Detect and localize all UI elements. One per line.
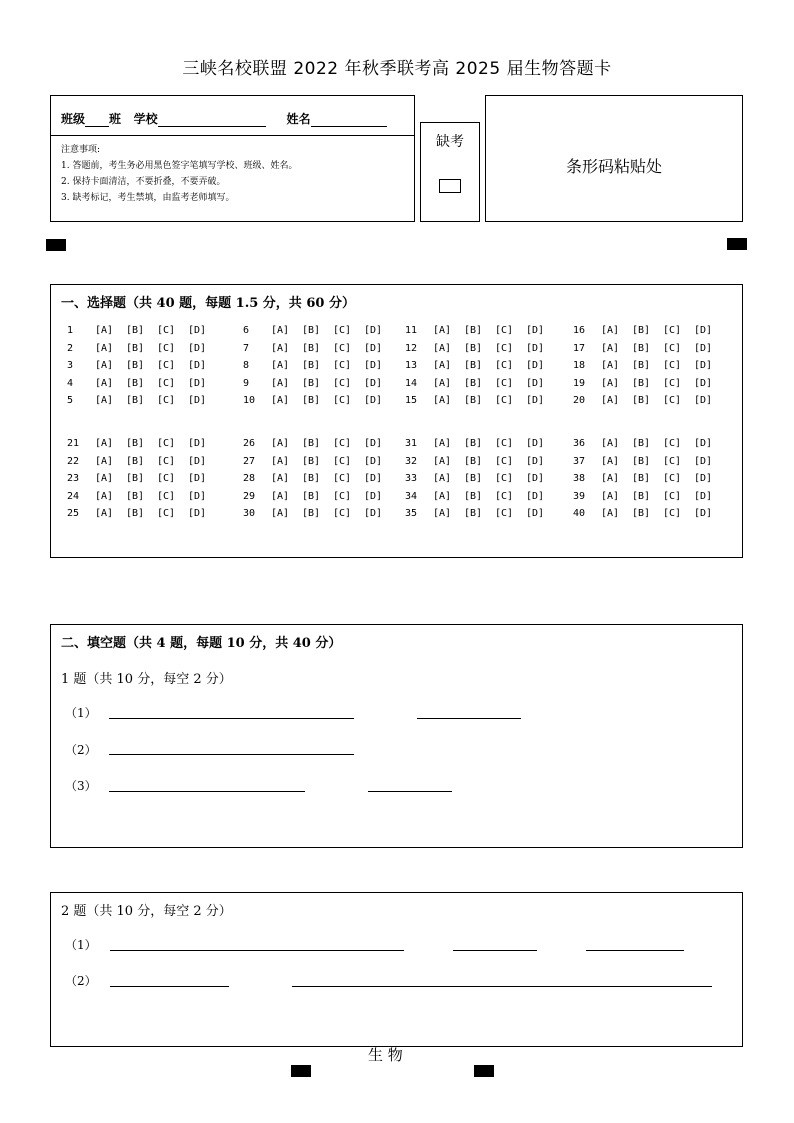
answer-bubble-b[interactable]: [B]: [302, 490, 321, 502]
question-number: 18: [573, 360, 586, 371]
answer-blank[interactable]: [110, 986, 229, 987]
answer-bubble-b[interactable]: [B]: [302, 342, 321, 354]
choice-question-row: [243, 325, 395, 336]
answer-bubble-d[interactable]: [D]: [188, 490, 207, 502]
answer-bubble-b[interactable]: [B]: [464, 455, 483, 467]
answer-bubble-a[interactable]: [A]: [95, 360, 114, 371]
answer-bubble-d[interactable]: [D]: [694, 438, 713, 449]
answer-bubble-d[interactable]: [D]: [364, 377, 383, 389]
answer-bubble-a[interactable]: [A]: [433, 377, 452, 389]
answer-bubble-b[interactable]: [B]: [126, 455, 145, 467]
answer-bubble-b[interactable]: [B]: [464, 342, 483, 354]
answer-bubble-a[interactable]: [A]: [433, 360, 452, 371]
school-field[interactable]: [158, 113, 266, 127]
answer-bubble-c[interactable]: [C]: [663, 395, 682, 406]
answer-bubble-a[interactable]: [A]: [433, 473, 452, 484]
barcode-box: [485, 95, 743, 222]
answer-bubble-c[interactable]: [C]: [663, 377, 682, 389]
answer-bubble-a[interactable]: [A]: [271, 473, 290, 484]
question-number: 13: [405, 360, 418, 371]
answer-bubble-c[interactable]: [C]: [495, 490, 514, 502]
fill-q2-item-label: （2）: [65, 974, 97, 988]
answer-bubble-d[interactable]: [D]: [364, 395, 383, 406]
fill-section-1: [50, 624, 743, 848]
choice-question-row: [405, 456, 557, 467]
answer-bubble-c[interactable]: [C]: [495, 455, 514, 467]
choice-question-row: [67, 360, 219, 371]
answer-bubble-c[interactable]: [C]: [495, 377, 514, 389]
answer-bubble-d[interactable]: [D]: [694, 395, 713, 406]
answer-bubble-b[interactable]: [B]: [632, 490, 651, 502]
answer-bubble-b[interactable]: [B]: [126, 395, 145, 406]
fill-q1-title: 1 题（共 10 分，每空 2 分）: [61, 672, 232, 687]
fill-q2-title: 2 题（共 10 分，每空 2 分）: [61, 904, 232, 919]
choice-question-row: [573, 508, 725, 519]
answer-bubble-b[interactable]: [B]: [302, 473, 321, 484]
answer-bubble-a[interactable]: [A]: [271, 377, 290, 389]
choice-question-row: [67, 456, 219, 467]
answer-bubble-d[interactable]: [D]: [188, 342, 207, 354]
question-number: 28: [243, 473, 256, 484]
choice-question-row: [405, 395, 557, 406]
name-field[interactable]: [311, 113, 387, 127]
answer-bubble-d[interactable]: [D]: [364, 455, 383, 467]
question-number: 39: [573, 490, 586, 502]
question-number: 16: [573, 325, 586, 336]
choice-question-row: [67, 508, 219, 519]
answer-bubble-c[interactable]: [C]: [333, 473, 352, 484]
choice-question-row: [405, 378, 557, 389]
answer-bubble-b[interactable]: [B]: [464, 473, 483, 484]
answer-bubble-d[interactable]: [D]: [526, 438, 545, 449]
answer-bubble-a[interactable]: [A]: [95, 490, 114, 502]
question-number: 31: [405, 438, 418, 449]
choice-question-row: [405, 438, 557, 449]
choice-question-row: [67, 395, 219, 406]
answer-blank[interactable]: [417, 718, 521, 719]
question-number: 7: [243, 342, 250, 354]
choice-question-row: [243, 508, 395, 519]
answer-bubble-b[interactable]: [B]: [632, 455, 651, 467]
answer-bubble-d[interactable]: [D]: [526, 395, 545, 406]
fill-title: 二、填空题（共 4 题，每题 10 分，共 40 分）: [61, 636, 342, 651]
choice-title: 一、选择题（共 40 题，每题 1.5 分，共 60 分）: [61, 296, 355, 311]
answer-bubble-d[interactable]: [D]: [364, 325, 383, 336]
fill-q1-item-label: （1）: [65, 706, 97, 720]
answer-bubble-c[interactable]: [C]: [663, 490, 682, 502]
answer-bubble-d[interactable]: [D]: [364, 473, 383, 484]
answer-bubble-d[interactable]: [D]: [188, 377, 207, 389]
answer-blank[interactable]: [453, 950, 537, 951]
answer-bubble-c[interactable]: [C]: [495, 395, 514, 406]
answer-bubble-d[interactable]: [D]: [364, 490, 383, 502]
answer-bubble-a[interactable]: [A]: [95, 377, 114, 389]
choice-question-row: [67, 438, 219, 449]
answer-bubble-a[interactable]: [A]: [95, 325, 114, 336]
answer-bubble-d[interactable]: [D]: [526, 490, 545, 502]
fill-q1-item-label: （2）: [65, 743, 97, 757]
choice-question-row: [573, 360, 725, 371]
question-number: 22: [67, 455, 80, 467]
choice-question-row: [243, 360, 395, 371]
question-number: 10: [243, 395, 256, 406]
answer-bubble-c[interactable]: [C]: [663, 325, 682, 336]
answer-bubble-d[interactable]: [D]: [526, 508, 545, 519]
answer-bubble-d[interactable]: [D]: [526, 325, 545, 336]
answer-bubble-a[interactable]: [A]: [601, 360, 620, 371]
absent-checkbox[interactable]: [439, 179, 461, 193]
question-number: 2: [67, 342, 74, 354]
absent-label: 缺考: [436, 134, 464, 150]
choice-question-row: [573, 473, 725, 484]
page-title: 三峡名校联盟 2022 年秋季联考高 2025 届生物答题卡: [182, 59, 612, 79]
choice-question-row: [67, 325, 219, 336]
student-info-line: [61, 110, 411, 127]
question-number: 29: [243, 490, 256, 502]
answer-bubble-c[interactable]: [C]: [495, 508, 514, 519]
question-number: 36: [573, 438, 586, 449]
answer-bubble-c[interactable]: [C]: [495, 342, 514, 354]
answer-blank[interactable]: [368, 791, 452, 792]
choice-question-row: [243, 473, 395, 484]
answer-bubble-b[interactable]: [B]: [302, 508, 321, 519]
answer-blank[interactable]: [586, 950, 684, 951]
question-number: 6: [243, 325, 250, 336]
answer-bubble-c[interactable]: [C]: [495, 325, 514, 336]
answer-bubble-c[interactable]: [C]: [157, 377, 176, 389]
answer-bubble-c[interactable]: [C]: [333, 490, 352, 502]
answer-bubble-a[interactable]: [A]: [271, 342, 290, 354]
notes-block: [61, 142, 411, 206]
answer-bubble-c[interactable]: [C]: [663, 360, 682, 371]
answer-bubble-b[interactable]: [B]: [126, 508, 145, 519]
answer-bubble-b[interactable]: [B]: [632, 377, 651, 389]
question-number: 23: [67, 473, 80, 484]
choice-question-row: [573, 378, 725, 389]
answer-bubble-d[interactable]: [D]: [188, 438, 207, 449]
answer-bubble-b[interactable]: [B]: [302, 360, 321, 371]
school-label: 学校: [133, 112, 158, 126]
answer-bubble-a[interactable]: [A]: [601, 490, 620, 502]
question-number: 15: [405, 395, 418, 406]
answer-bubble-a[interactable]: [A]: [271, 438, 290, 449]
choice-question-row: [405, 343, 557, 354]
question-number: 40: [573, 508, 586, 519]
answer-bubble-d[interactable]: [D]: [188, 360, 207, 371]
answer-bubble-c[interactable]: [C]: [157, 473, 176, 484]
note-item: 1. 答题前，考生务必用黑色签字笔填写学校、班级、姓名。: [61, 161, 298, 171]
answer-bubble-c[interactable]: [C]: [333, 508, 352, 519]
answer-bubble-c[interactable]: [C]: [157, 360, 176, 371]
question-number: 21: [67, 438, 80, 449]
answer-bubble-a[interactable]: [A]: [433, 490, 452, 502]
choice-question-row: [405, 508, 557, 519]
answer-bubble-a[interactable]: [A]: [601, 342, 620, 354]
question-number: 8: [243, 360, 250, 371]
choice-question-row: [243, 378, 395, 389]
answer-bubble-c[interactable]: [C]: [157, 325, 176, 336]
answer-bubble-d[interactable]: [D]: [364, 438, 383, 449]
answer-bubble-b[interactable]: [B]: [632, 438, 651, 449]
answer-bubble-d[interactable]: [D]: [694, 455, 713, 467]
answer-bubble-b[interactable]: [B]: [126, 438, 145, 449]
answer-bubble-a[interactable]: [A]: [271, 395, 290, 406]
answer-bubble-b[interactable]: [B]: [464, 325, 483, 336]
answer-bubble-b[interactable]: [B]: [302, 395, 321, 406]
question-number: 35: [405, 508, 418, 519]
answer-bubble-d[interactable]: [D]: [694, 377, 713, 389]
choice-question-row: [243, 395, 395, 406]
choice-question-row: [405, 325, 557, 336]
choice-question-row: [67, 473, 219, 484]
answer-bubble-a[interactable]: [A]: [601, 455, 620, 467]
answer-bubble-d[interactable]: [D]: [364, 508, 383, 519]
answer-bubble-c[interactable]: [C]: [157, 342, 176, 354]
question-number: 12: [405, 342, 418, 354]
answer-bubble-a[interactable]: [A]: [95, 455, 114, 467]
answer-bubble-b[interactable]: [B]: [632, 342, 651, 354]
answer-bubble-b[interactable]: [B]: [126, 325, 145, 336]
answer-bubble-c[interactable]: [C]: [663, 473, 682, 484]
answer-bubble-b[interactable]: [B]: [464, 395, 483, 406]
position-marker: [291, 1065, 311, 1077]
answer-bubble-c[interactable]: [C]: [495, 438, 514, 449]
name-label: 姓名: [286, 112, 311, 126]
answer-bubble-c[interactable]: [C]: [333, 377, 352, 389]
answer-bubble-d[interactable]: [D]: [188, 508, 207, 519]
question-number: 14: [405, 377, 418, 389]
answer-bubble-d[interactable]: [D]: [188, 325, 207, 336]
question-number: 34: [405, 490, 418, 502]
question-number: 9: [243, 377, 250, 389]
answer-bubble-d[interactable]: [D]: [188, 395, 207, 406]
answer-bubble-a[interactable]: [A]: [95, 438, 114, 449]
choice-question-row: [243, 438, 395, 449]
answer-bubble-c[interactable]: [C]: [663, 342, 682, 354]
question-number: 11: [405, 325, 418, 336]
fill-q2-item-label: （1）: [65, 938, 97, 952]
barcode-label: 条形码粘贴处: [565, 157, 662, 176]
choice-question-row: [573, 325, 725, 336]
answer-bubble-a[interactable]: [A]: [601, 377, 620, 389]
choice-question-row: [243, 343, 395, 354]
answer-bubble-c[interactable]: [C]: [663, 455, 682, 467]
choice-question-row: [67, 343, 219, 354]
answer-bubble-b[interactable]: [B]: [126, 473, 145, 484]
question-number: 37: [573, 455, 586, 467]
student-info-box: [50, 95, 415, 222]
answer-bubble-c[interactable]: [C]: [157, 490, 176, 502]
answer-bubble-b[interactable]: [B]: [464, 360, 483, 371]
question-number: 4: [67, 377, 74, 389]
answer-bubble-c[interactable]: [C]: [333, 438, 352, 449]
question-number: 19: [573, 377, 586, 389]
answer-bubble-c[interactable]: [C]: [663, 438, 682, 449]
choice-question-row: [573, 491, 725, 502]
answer-bubble-d[interactable]: [D]: [364, 360, 383, 371]
choice-section: [50, 284, 743, 558]
info-divider: [51, 135, 414, 136]
answer-bubble-c[interactable]: [C]: [495, 473, 514, 484]
question-number: 5: [67, 395, 74, 406]
choice-question-row: [405, 491, 557, 502]
answer-bubble-c[interactable]: [C]: [157, 455, 176, 467]
answer-bubble-a[interactable]: [A]: [601, 438, 620, 449]
answer-bubble-b[interactable]: [B]: [126, 360, 145, 371]
answer-bubble-a[interactable]: [A]: [601, 325, 620, 336]
answer-bubble-b[interactable]: [B]: [126, 490, 145, 502]
answer-bubble-a[interactable]: [A]: [601, 395, 620, 406]
question-number: 38: [573, 473, 586, 484]
answer-bubble-c[interactable]: [C]: [663, 508, 682, 519]
answer-bubble-d[interactable]: [D]: [364, 342, 383, 354]
answer-bubble-c[interactable]: [C]: [157, 395, 176, 406]
answer-blank[interactable]: [292, 986, 712, 987]
answer-bubble-d[interactable]: [D]: [694, 508, 713, 519]
choice-question-row: [405, 360, 557, 371]
position-marker: [46, 239, 66, 251]
choice-question-row: [573, 395, 725, 406]
answer-bubble-c[interactable]: [C]: [157, 508, 176, 519]
answer-bubble-b[interactable]: [B]: [464, 377, 483, 389]
answer-bubble-a[interactable]: [A]: [271, 360, 290, 371]
question-number: 32: [405, 455, 418, 467]
answer-bubble-a[interactable]: [A]: [433, 508, 452, 519]
answer-bubble-b[interactable]: [B]: [632, 360, 651, 371]
question-number: 1: [67, 325, 74, 336]
answer-blank[interactable]: [109, 791, 305, 792]
question-number: 30: [243, 508, 256, 519]
question-number: 25: [67, 508, 80, 519]
answer-bubble-c[interactable]: [C]: [333, 360, 352, 371]
answer-bubble-b[interactable]: [B]: [302, 455, 321, 467]
answer-bubble-d[interactable]: [D]: [526, 377, 545, 389]
answer-bubble-a[interactable]: [A]: [433, 455, 452, 467]
answer-bubble-b[interactable]: [B]: [302, 438, 321, 449]
question-number: 26: [243, 438, 256, 449]
choice-question-row: [573, 456, 725, 467]
answer-bubble-d[interactable]: [D]: [526, 360, 545, 371]
answer-bubble-b[interactable]: [B]: [464, 508, 483, 519]
question-number: 3: [67, 360, 74, 371]
answer-bubble-a[interactable]: [A]: [95, 473, 114, 484]
choice-question-row: [573, 438, 725, 449]
answer-bubble-a[interactable]: [A]: [95, 395, 114, 406]
answer-bubble-d[interactable]: [D]: [694, 490, 713, 502]
answer-bubble-b[interactable]: [B]: [632, 325, 651, 336]
choice-question-row: [573, 343, 725, 354]
answer-bubble-a[interactable]: [A]: [601, 473, 620, 484]
question-number: 17: [573, 342, 586, 354]
choice-question-row: [243, 456, 395, 467]
choice-question-row: [67, 491, 219, 502]
answer-bubble-b[interactable]: [B]: [464, 438, 483, 449]
note-item: 2. 保持卡面清洁，不要折叠，不要弄破。: [61, 177, 226, 187]
answer-bubble-c[interactable]: [C]: [157, 438, 176, 449]
notes-title: 注意事项:: [61, 145, 101, 155]
class-suffix: 班: [109, 112, 122, 126]
answer-bubble-c[interactable]: [C]: [333, 395, 352, 406]
answer-bubble-c[interactable]: [C]: [333, 325, 352, 336]
answer-bubble-b[interactable]: [B]: [632, 473, 651, 484]
absent-box: [420, 122, 480, 222]
answer-bubble-d[interactable]: [D]: [526, 455, 545, 467]
footer-subject: 生 物: [368, 1046, 403, 1064]
answer-bubble-c[interactable]: [C]: [495, 360, 514, 371]
position-marker: [474, 1065, 494, 1077]
answer-bubble-b[interactable]: [B]: [464, 490, 483, 502]
answer-bubble-a[interactable]: [A]: [601, 508, 620, 519]
answer-bubble-d[interactable]: [D]: [188, 455, 207, 467]
answer-bubble-a[interactable]: [A]: [271, 455, 290, 467]
answer-bubble-c[interactable]: [C]: [333, 455, 352, 467]
question-number: 33: [405, 473, 418, 484]
answer-bubble-a[interactable]: [A]: [271, 325, 290, 336]
answer-bubble-d[interactable]: [D]: [694, 342, 713, 354]
answer-bubble-b[interactable]: [B]: [126, 377, 145, 389]
answer-blank[interactable]: [110, 950, 404, 951]
answer-bubble-a[interactable]: [A]: [433, 438, 452, 449]
note-item: 3. 缺考标记，考生禁填，由监考老师填写。: [61, 193, 235, 203]
answer-bubble-b[interactable]: [B]: [632, 508, 651, 519]
answer-bubble-d[interactable]: [D]: [694, 360, 713, 371]
answer-bubble-a[interactable]: [A]: [95, 508, 114, 519]
answer-bubble-a[interactable]: [A]: [433, 395, 452, 406]
question-number: 27: [243, 455, 256, 467]
answer-bubble-d[interactable]: [D]: [694, 473, 713, 484]
class-label: 班级: [61, 112, 86, 126]
question-number: 20: [573, 395, 586, 406]
answer-bubble-a[interactable]: [A]: [433, 342, 452, 354]
answer-blank[interactable]: [109, 754, 354, 755]
answer-bubble-b[interactable]: [B]: [632, 395, 651, 406]
answer-bubble-b[interactable]: [B]: [302, 325, 321, 336]
question-number: 24: [67, 490, 80, 502]
answer-bubble-a[interactable]: [A]: [433, 325, 452, 336]
answer-bubble-b[interactable]: [B]: [126, 342, 145, 354]
answer-bubble-d[interactable]: [D]: [188, 473, 207, 484]
class-field[interactable]: [85, 113, 109, 127]
choice-question-row: [243, 491, 395, 502]
answer-bubble-a[interactable]: [A]: [271, 508, 290, 519]
answer-bubble-c[interactable]: [C]: [333, 342, 352, 354]
answer-bubble-d[interactable]: [D]: [526, 473, 545, 484]
position-marker: [727, 238, 747, 250]
choice-question-row: [405, 473, 557, 484]
answer-bubble-d[interactable]: [D]: [526, 342, 545, 354]
choice-question-row: [67, 378, 219, 389]
answer-bubble-a[interactable]: [A]: [271, 490, 290, 502]
answer-bubble-b[interactable]: [B]: [302, 377, 321, 389]
answer-bubble-d[interactable]: [D]: [694, 325, 713, 336]
fill-section-2: [50, 892, 743, 1047]
answer-bubble-a[interactable]: [A]: [95, 342, 114, 354]
fill-q1-item-label: （3）: [65, 779, 97, 793]
answer-blank[interactable]: [109, 718, 354, 719]
